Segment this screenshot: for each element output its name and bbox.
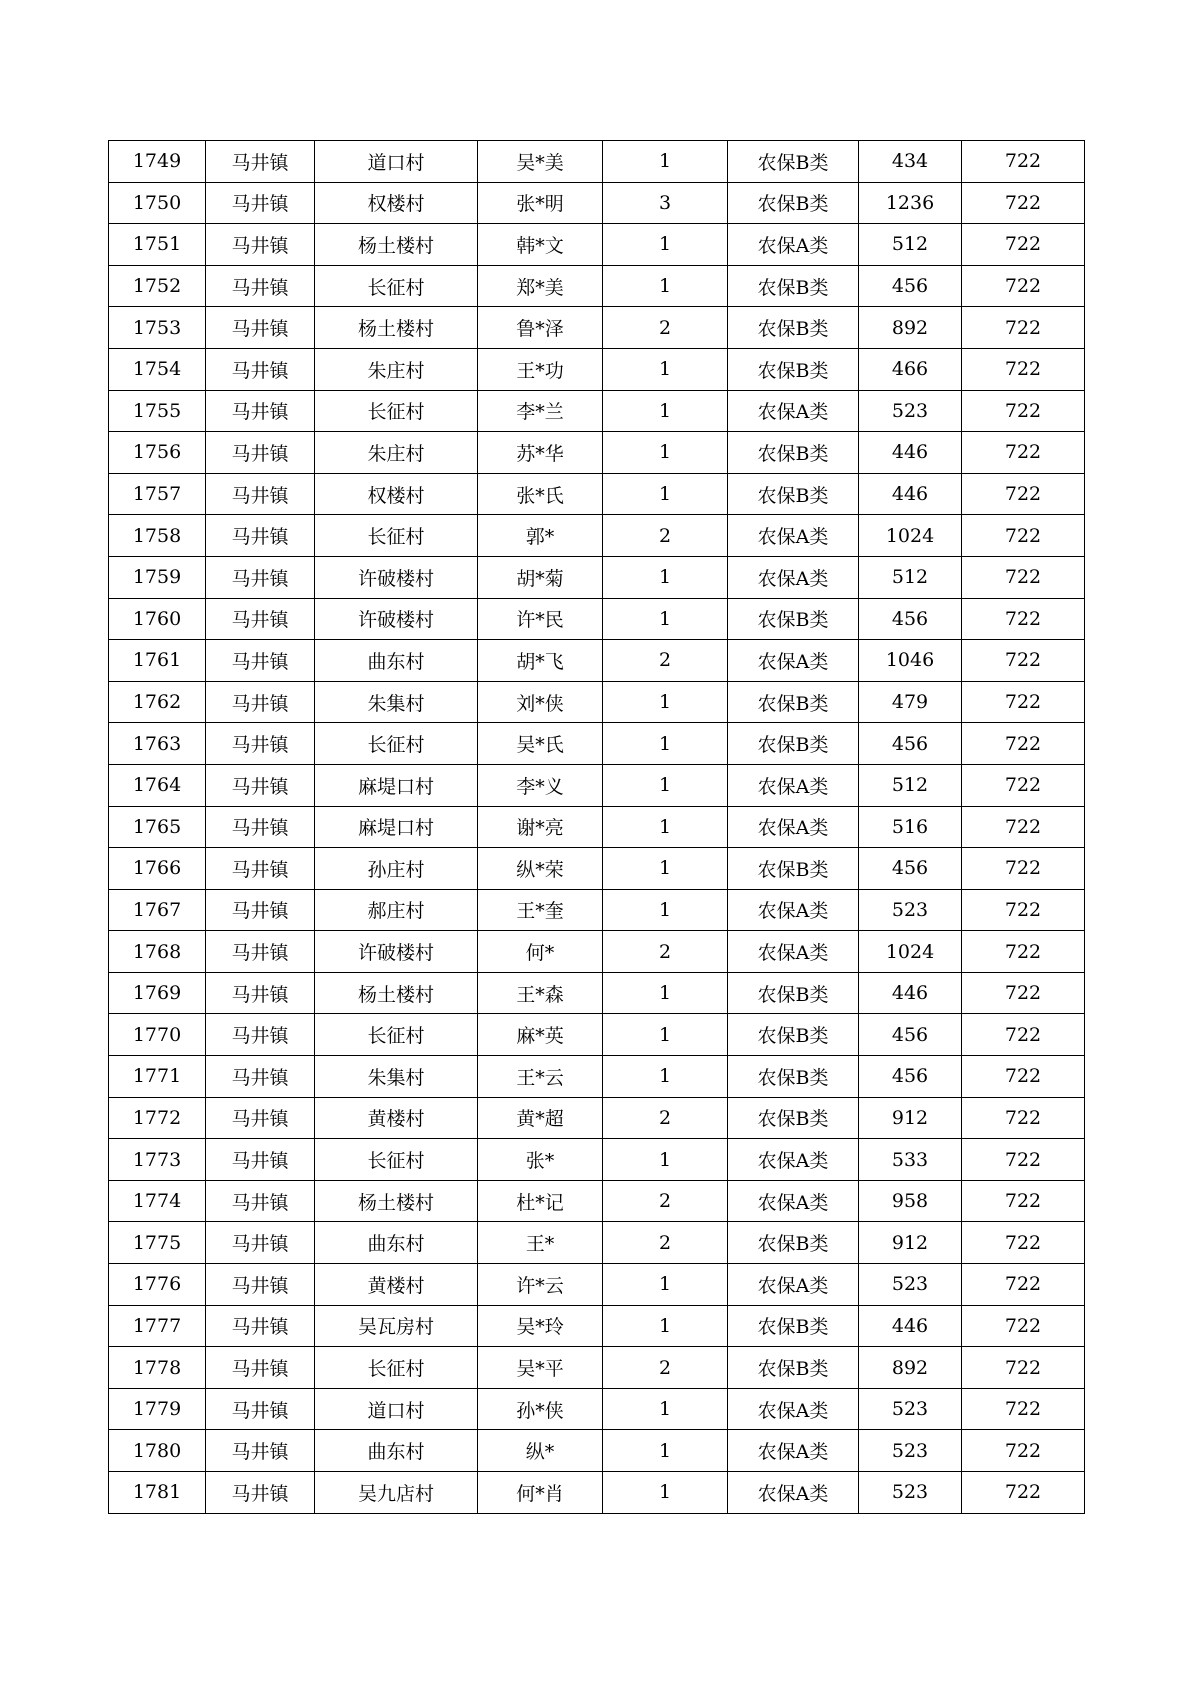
village-cell: 长征村 (315, 265, 478, 307)
records-table (108, 140, 1085, 1514)
town-cell: 马井镇 (206, 764, 315, 806)
table-row (109, 1097, 1085, 1139)
serial-number-cell: 1758 (109, 515, 206, 557)
category-cell: 农保B类 (728, 307, 859, 349)
town-cell: 马井镇 (206, 348, 315, 390)
name-cell: 胡*飞 (478, 640, 603, 682)
town-cell: 马井镇 (206, 1139, 315, 1181)
village-cell: 长征村 (315, 1347, 478, 1389)
amount-cell: 523 (859, 889, 962, 931)
table-row (109, 1056, 1085, 1098)
town-cell: 马井镇 (206, 681, 315, 723)
village-cell: 麻堤口村 (315, 764, 478, 806)
amount-cell: 516 (859, 806, 962, 848)
standard-cell: 722 (962, 1014, 1085, 1056)
table-row (109, 515, 1085, 557)
village-cell: 麻堤口村 (315, 806, 478, 848)
category-cell: 农保B类 (728, 432, 859, 474)
name-cell: 苏*华 (478, 432, 603, 474)
category-cell: 农保B类 (728, 972, 859, 1014)
household-size-cell: 1 (603, 806, 728, 848)
serial-number-cell: 1770 (109, 1014, 206, 1056)
category-cell: 农保B类 (728, 265, 859, 307)
serial-number-cell: 1780 (109, 1430, 206, 1472)
town-cell: 马井镇 (206, 1472, 315, 1514)
town-cell: 马井镇 (206, 1388, 315, 1430)
village-cell: 权楼村 (315, 473, 478, 515)
category-cell: 农保A类 (728, 764, 859, 806)
amount-cell: 892 (859, 1347, 962, 1389)
amount-cell: 446 (859, 473, 962, 515)
town-cell: 马井镇 (206, 515, 315, 557)
standard-cell: 722 (962, 182, 1085, 224)
name-cell: 郭* (478, 515, 603, 557)
name-cell: 胡*菊 (478, 556, 603, 598)
serial-number-cell: 1778 (109, 1347, 206, 1389)
table-row (109, 1222, 1085, 1264)
category-cell: 农保A类 (728, 640, 859, 682)
village-cell: 许破楼村 (315, 598, 478, 640)
name-cell: 孙*侠 (478, 1388, 603, 1430)
town-cell: 马井镇 (206, 598, 315, 640)
town-cell: 马井镇 (206, 473, 315, 515)
name-cell: 李*兰 (478, 390, 603, 432)
town-cell: 马井镇 (206, 1264, 315, 1306)
category-cell: 农保A类 (728, 556, 859, 598)
town-cell: 马井镇 (206, 182, 315, 224)
amount-cell: 958 (859, 1180, 962, 1222)
household-size-cell: 1 (603, 1305, 728, 1347)
village-cell: 黄楼村 (315, 1097, 478, 1139)
household-size-cell: 1 (603, 1388, 728, 1430)
town-cell: 马井镇 (206, 265, 315, 307)
standard-cell: 722 (962, 848, 1085, 890)
standard-cell: 722 (962, 432, 1085, 474)
standard-cell: 722 (962, 764, 1085, 806)
category-cell: 农保B类 (728, 1222, 859, 1264)
name-cell: 鲁*泽 (478, 307, 603, 349)
village-cell: 郝庄村 (315, 889, 478, 931)
category-cell: 农保A类 (728, 806, 859, 848)
household-size-cell: 3 (603, 182, 728, 224)
standard-cell: 722 (962, 723, 1085, 765)
serial-number-cell: 1750 (109, 182, 206, 224)
serial-number-cell: 1777 (109, 1305, 206, 1347)
village-cell: 道口村 (315, 1388, 478, 1430)
village-cell: 曲东村 (315, 640, 478, 682)
table-body (109, 141, 1085, 1514)
serial-number-cell: 1772 (109, 1097, 206, 1139)
category-cell: 农保B类 (728, 723, 859, 765)
serial-number-cell: 1760 (109, 598, 206, 640)
amount-cell: 1046 (859, 640, 962, 682)
name-cell: 王*奎 (478, 889, 603, 931)
serial-number-cell: 1761 (109, 640, 206, 682)
household-size-cell: 2 (603, 1347, 728, 1389)
amount-cell: 456 (859, 265, 962, 307)
table-row (109, 390, 1085, 432)
table-row (109, 1388, 1085, 1430)
name-cell: 杜*记 (478, 1180, 603, 1222)
standard-cell: 722 (962, 473, 1085, 515)
name-cell: 纵* (478, 1430, 603, 1472)
category-cell: 农保A类 (728, 1139, 859, 1181)
table-row (109, 348, 1085, 390)
name-cell: 郑*美 (478, 265, 603, 307)
serial-number-cell: 1766 (109, 848, 206, 890)
household-size-cell: 1 (603, 889, 728, 931)
serial-number-cell: 1767 (109, 889, 206, 931)
village-cell: 杨土楼村 (315, 224, 478, 266)
serial-number-cell: 1774 (109, 1180, 206, 1222)
name-cell: 许*民 (478, 598, 603, 640)
village-cell: 杨土楼村 (315, 972, 478, 1014)
serial-number-cell: 1757 (109, 473, 206, 515)
household-size-cell: 1 (603, 598, 728, 640)
category-cell: 农保A类 (728, 1430, 859, 1472)
name-cell: 王*森 (478, 972, 603, 1014)
standard-cell: 722 (962, 307, 1085, 349)
household-size-cell: 1 (603, 1430, 728, 1472)
name-cell: 许*云 (478, 1264, 603, 1306)
household-size-cell: 1 (603, 1056, 728, 1098)
amount-cell: 1024 (859, 515, 962, 557)
serial-number-cell: 1764 (109, 764, 206, 806)
household-size-cell: 1 (603, 764, 728, 806)
standard-cell: 722 (962, 1264, 1085, 1306)
household-size-cell: 2 (603, 1222, 728, 1264)
serial-number-cell: 1753 (109, 307, 206, 349)
standard-cell: 722 (962, 681, 1085, 723)
category-cell: 农保B类 (728, 1305, 859, 1347)
village-cell: 长征村 (315, 515, 478, 557)
standard-cell: 722 (962, 806, 1085, 848)
serial-number-cell: 1759 (109, 556, 206, 598)
serial-number-cell: 1751 (109, 224, 206, 266)
serial-number-cell: 1781 (109, 1472, 206, 1514)
name-cell: 张*明 (478, 182, 603, 224)
category-cell: 农保A类 (728, 515, 859, 557)
amount-cell: 456 (859, 848, 962, 890)
town-cell: 马井镇 (206, 1430, 315, 1472)
town-cell: 马井镇 (206, 224, 315, 266)
standard-cell: 722 (962, 224, 1085, 266)
amount-cell: 912 (859, 1222, 962, 1264)
standard-cell: 722 (962, 889, 1085, 931)
table-row (109, 307, 1085, 349)
household-size-cell: 1 (603, 390, 728, 432)
village-cell: 朱集村 (315, 1056, 478, 1098)
table-row (109, 1347, 1085, 1389)
town-cell: 马井镇 (206, 889, 315, 931)
table-row (109, 764, 1085, 806)
amount-cell: 456 (859, 723, 962, 765)
standard-cell: 722 (962, 598, 1085, 640)
amount-cell: 1024 (859, 931, 962, 973)
household-size-cell: 1 (603, 432, 728, 474)
standard-cell: 722 (962, 1347, 1085, 1389)
amount-cell: 523 (859, 1430, 962, 1472)
standard-cell: 722 (962, 931, 1085, 973)
table-row (109, 432, 1085, 474)
table-row (109, 1430, 1085, 1472)
village-cell: 杨土楼村 (315, 307, 478, 349)
town-cell: 马井镇 (206, 307, 315, 349)
town-cell: 马井镇 (206, 806, 315, 848)
name-cell: 刘*侠 (478, 681, 603, 723)
category-cell: 农保B类 (728, 1347, 859, 1389)
household-size-cell: 1 (603, 681, 728, 723)
name-cell: 王* (478, 1222, 603, 1264)
name-cell: 黄*超 (478, 1097, 603, 1139)
table-row (109, 806, 1085, 848)
household-size-cell: 1 (603, 1139, 728, 1181)
name-cell: 吴*玲 (478, 1305, 603, 1347)
household-size-cell: 2 (603, 1097, 728, 1139)
town-cell: 马井镇 (206, 1056, 315, 1098)
name-cell: 吴*氏 (478, 723, 603, 765)
amount-cell: 912 (859, 1097, 962, 1139)
household-size-cell: 1 (603, 972, 728, 1014)
name-cell: 纵*荣 (478, 848, 603, 890)
category-cell: 农保A类 (728, 1472, 859, 1514)
serial-number-cell: 1771 (109, 1056, 206, 1098)
village-cell: 长征村 (315, 1139, 478, 1181)
village-cell: 杨土楼村 (315, 1180, 478, 1222)
amount-cell: 512 (859, 224, 962, 266)
standard-cell: 722 (962, 348, 1085, 390)
table-row (109, 265, 1085, 307)
category-cell: 农保B类 (728, 473, 859, 515)
standard-cell: 722 (962, 1222, 1085, 1264)
table-row (109, 1472, 1085, 1514)
name-cell: 张*氏 (478, 473, 603, 515)
table-row (109, 141, 1085, 183)
amount-cell: 446 (859, 1305, 962, 1347)
serial-number-cell: 1762 (109, 681, 206, 723)
serial-number-cell: 1765 (109, 806, 206, 848)
town-cell: 马井镇 (206, 848, 315, 890)
serial-number-cell: 1773 (109, 1139, 206, 1181)
town-cell: 马井镇 (206, 1180, 315, 1222)
serial-number-cell: 1755 (109, 390, 206, 432)
table-row (109, 1180, 1085, 1222)
household-size-cell: 1 (603, 473, 728, 515)
household-size-cell: 1 (603, 848, 728, 890)
village-cell: 朱庄村 (315, 348, 478, 390)
village-cell: 曲东村 (315, 1430, 478, 1472)
table-row (109, 556, 1085, 598)
serial-number-cell: 1752 (109, 265, 206, 307)
standard-cell: 722 (962, 515, 1085, 557)
category-cell: 农保B类 (728, 182, 859, 224)
amount-cell: 1236 (859, 182, 962, 224)
category-cell: 农保B类 (728, 141, 859, 183)
category-cell: 农保A类 (728, 1180, 859, 1222)
amount-cell: 512 (859, 556, 962, 598)
town-cell: 马井镇 (206, 1305, 315, 1347)
serial-number-cell: 1756 (109, 432, 206, 474)
table-row (109, 473, 1085, 515)
standard-cell: 722 (962, 1097, 1085, 1139)
town-cell: 马井镇 (206, 432, 315, 474)
amount-cell: 523 (859, 1472, 962, 1514)
table-row (109, 640, 1085, 682)
table-row (109, 681, 1085, 723)
household-size-cell: 1 (603, 265, 728, 307)
standard-cell: 722 (962, 141, 1085, 183)
table-row (109, 931, 1085, 973)
category-cell: 农保A类 (728, 1264, 859, 1306)
village-cell: 黄楼村 (315, 1264, 478, 1306)
table-row (109, 972, 1085, 1014)
household-size-cell: 2 (603, 515, 728, 557)
household-size-cell: 1 (603, 224, 728, 266)
standard-cell: 722 (962, 640, 1085, 682)
village-cell: 朱庄村 (315, 432, 478, 474)
household-size-cell: 1 (603, 141, 728, 183)
amount-cell: 446 (859, 972, 962, 1014)
serial-number-cell: 1779 (109, 1388, 206, 1430)
town-cell: 马井镇 (206, 390, 315, 432)
town-cell: 马井镇 (206, 1014, 315, 1056)
town-cell: 马井镇 (206, 141, 315, 183)
standard-cell: 722 (962, 390, 1085, 432)
town-cell: 马井镇 (206, 972, 315, 1014)
town-cell: 马井镇 (206, 1097, 315, 1139)
village-cell: 长征村 (315, 390, 478, 432)
category-cell: 农保B类 (728, 1097, 859, 1139)
amount-cell: 479 (859, 681, 962, 723)
village-cell: 道口村 (315, 141, 478, 183)
serial-number-cell: 1775 (109, 1222, 206, 1264)
village-cell: 权楼村 (315, 182, 478, 224)
village-cell: 许破楼村 (315, 931, 478, 973)
amount-cell: 434 (859, 141, 962, 183)
table-row (109, 182, 1085, 224)
serial-number-cell: 1769 (109, 972, 206, 1014)
category-cell: 农保B类 (728, 598, 859, 640)
table-row (109, 723, 1085, 765)
amount-cell: 892 (859, 307, 962, 349)
amount-cell: 523 (859, 1388, 962, 1430)
town-cell: 马井镇 (206, 1222, 315, 1264)
household-size-cell: 1 (603, 1264, 728, 1306)
category-cell: 农保A类 (728, 889, 859, 931)
name-cell: 吴*平 (478, 1347, 603, 1389)
category-cell: 农保B类 (728, 1056, 859, 1098)
category-cell: 农保A类 (728, 224, 859, 266)
name-cell: 王*云 (478, 1056, 603, 1098)
standard-cell: 722 (962, 1430, 1085, 1472)
household-size-cell: 1 (603, 1014, 728, 1056)
standard-cell: 722 (962, 1139, 1085, 1181)
table-row (109, 1264, 1085, 1306)
amount-cell: 523 (859, 390, 962, 432)
serial-number-cell: 1749 (109, 141, 206, 183)
category-cell: 农保A类 (728, 931, 859, 973)
amount-cell: 446 (859, 432, 962, 474)
standard-cell: 722 (962, 972, 1085, 1014)
amount-cell: 456 (859, 598, 962, 640)
name-cell: 麻*英 (478, 1014, 603, 1056)
name-cell: 何* (478, 931, 603, 973)
town-cell: 马井镇 (206, 723, 315, 765)
village-cell: 吴九店村 (315, 1472, 478, 1514)
name-cell: 张* (478, 1139, 603, 1181)
serial-number-cell: 1754 (109, 348, 206, 390)
standard-cell: 722 (962, 556, 1085, 598)
standard-cell: 722 (962, 1305, 1085, 1347)
category-cell: 农保B类 (728, 848, 859, 890)
household-size-cell: 2 (603, 931, 728, 973)
village-cell: 曲东村 (315, 1222, 478, 1264)
standard-cell: 722 (962, 1056, 1085, 1098)
village-cell: 长征村 (315, 1014, 478, 1056)
town-cell: 马井镇 (206, 556, 315, 598)
table-row (109, 1139, 1085, 1181)
name-cell: 谢*亮 (478, 806, 603, 848)
amount-cell: 523 (859, 1264, 962, 1306)
town-cell: 马井镇 (206, 640, 315, 682)
category-cell: 农保B类 (728, 348, 859, 390)
village-cell: 朱集村 (315, 681, 478, 723)
standard-cell: 722 (962, 1180, 1085, 1222)
amount-cell: 466 (859, 348, 962, 390)
household-size-cell: 1 (603, 723, 728, 765)
amount-cell: 533 (859, 1139, 962, 1181)
village-cell: 孙庄村 (315, 848, 478, 890)
household-size-cell: 2 (603, 307, 728, 349)
table-row (109, 889, 1085, 931)
name-cell: 王*功 (478, 348, 603, 390)
category-cell: 农保B类 (728, 1014, 859, 1056)
name-cell: 李*义 (478, 764, 603, 806)
household-size-cell: 2 (603, 1180, 728, 1222)
amount-cell: 456 (859, 1056, 962, 1098)
table-row (109, 848, 1085, 890)
village-cell: 长征村 (315, 723, 478, 765)
town-cell: 马井镇 (206, 1347, 315, 1389)
standard-cell: 722 (962, 1472, 1085, 1514)
table-row (109, 1305, 1085, 1347)
village-cell: 吴瓦房村 (315, 1305, 478, 1347)
household-size-cell: 2 (603, 640, 728, 682)
household-size-cell: 1 (603, 1472, 728, 1514)
category-cell: 农保B类 (728, 681, 859, 723)
household-size-cell: 1 (603, 556, 728, 598)
serial-number-cell: 1768 (109, 931, 206, 973)
amount-cell: 456 (859, 1014, 962, 1056)
household-size-cell: 1 (603, 348, 728, 390)
standard-cell: 722 (962, 265, 1085, 307)
category-cell: 农保A类 (728, 1388, 859, 1430)
table-row (109, 1014, 1085, 1056)
amount-cell: 512 (859, 764, 962, 806)
name-cell: 何*肖 (478, 1472, 603, 1514)
serial-number-cell: 1776 (109, 1264, 206, 1306)
name-cell: 吴*美 (478, 141, 603, 183)
town-cell: 马井镇 (206, 931, 315, 973)
village-cell: 许破楼村 (315, 556, 478, 598)
table-row (109, 598, 1085, 640)
category-cell: 农保A类 (728, 390, 859, 432)
name-cell: 韩*文 (478, 224, 603, 266)
standard-cell: 722 (962, 1388, 1085, 1430)
table-row (109, 224, 1085, 266)
serial-number-cell: 1763 (109, 723, 206, 765)
